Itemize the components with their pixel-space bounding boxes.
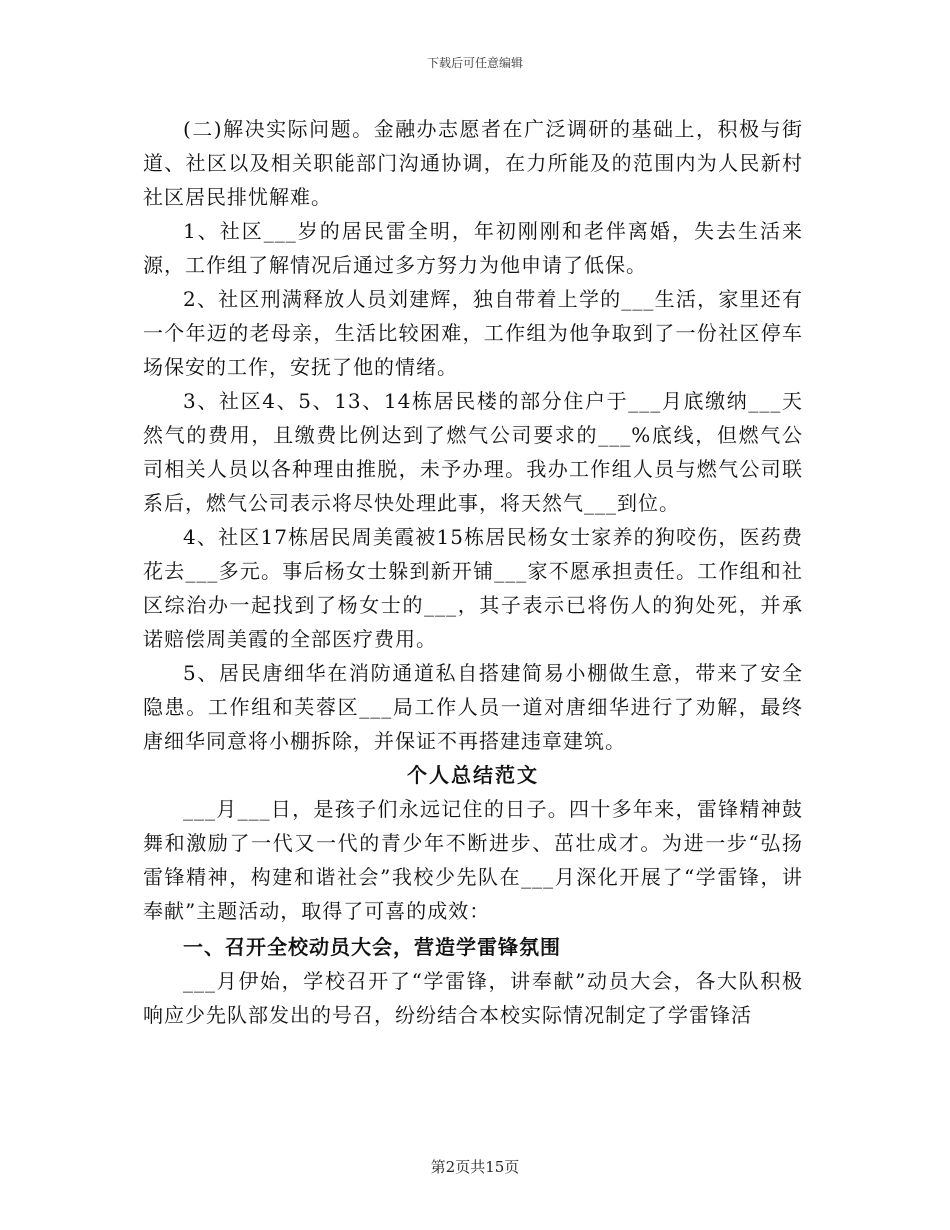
paragraph-case-1: 1、社区___岁的居民雷全明，年初刚刚和老伴离婚，失去生活来源，工作组了解情况后通过多方努力为他申请了低保。 xyxy=(143,219,803,277)
paragraph-mobilization: ___月伊始，学校召开了“学雷锋，讲奉献”动员大会，各大队积极响应少先队部发出的号召，纷纷结合本校实际情况制定了学雷锋活 xyxy=(143,969,803,1027)
paragraph-case-2: 2、社区刑满释放人员刘建辉，独自带着上学的___生活，家里还有一个年迈的老母亲，生活比较困难，工作组为他争取到了一份社区停车场保安的工作，安抚了他的情绪。 xyxy=(143,287,803,379)
heading-one: 一、召开全校动员大会，营造学雷锋氛围 xyxy=(183,935,561,959)
page-header-note: 下载后可任意编辑 xyxy=(426,56,523,70)
page-number: 第2页共15页 xyxy=(430,1158,520,1176)
document-body xyxy=(143,112,803,1032)
paragraph-case-3: 3、社区4、5、13、14栋居民楼的部分住户于___月底缴纳___天然气的费用，且缴费比例达到了燃气公司要求的___%底线，但燃气公司相关人员以各种理由推脱，未予办理。我办工作组人员与燃气公司联系后，燃气公司表示将尽快处理此事，将天然气___到位。 xyxy=(143,389,803,515)
paragraph-case-5: 5、居民唐细华在消防通道私自搭建简易小棚做生意，带来了安全隐患。工作组和芙蓉区___局工作人员一道对唐细华进行了劝解，最终唐细华同意将小棚拆除，并保证不再搭建违章建筑。 xyxy=(143,661,803,753)
paragraph-case-4: 4、社区17栋居民周美霞被15栋居民杨女士家养的狗咬伤，医药费花去___多元。事后杨女士躲到新开铺___家不愿承担责任。工作组和社区综治办一起找到了杨女士的___，其子表示已将伤人的狗处死，并承诺赔偿周美霞的全部医疗费用。 xyxy=(143,525,803,651)
paragraph-problem-solving: (二)解决实际问题。金融办志愿者在广泛调研的基础上，积极与街道、社区以及相关职能部门沟通协调，在力所能及的范围内为人民新村社区居民排忧解难。 xyxy=(143,117,803,209)
section-title: 个人总结范文 xyxy=(407,763,539,787)
paragraph-intro: ___月___日，是孩子们永远记住的日子。四十多年来，雷锋精神鼓舞和激励了一代又一代的青少年不断进步、茁壮成才。为进一步“弘扬雷锋精神，构建和谐社会”我校少先队在___月深化开展了“学雷锋，讲奉献”主题活动，取得了可喜的成效： xyxy=(143,797,803,923)
